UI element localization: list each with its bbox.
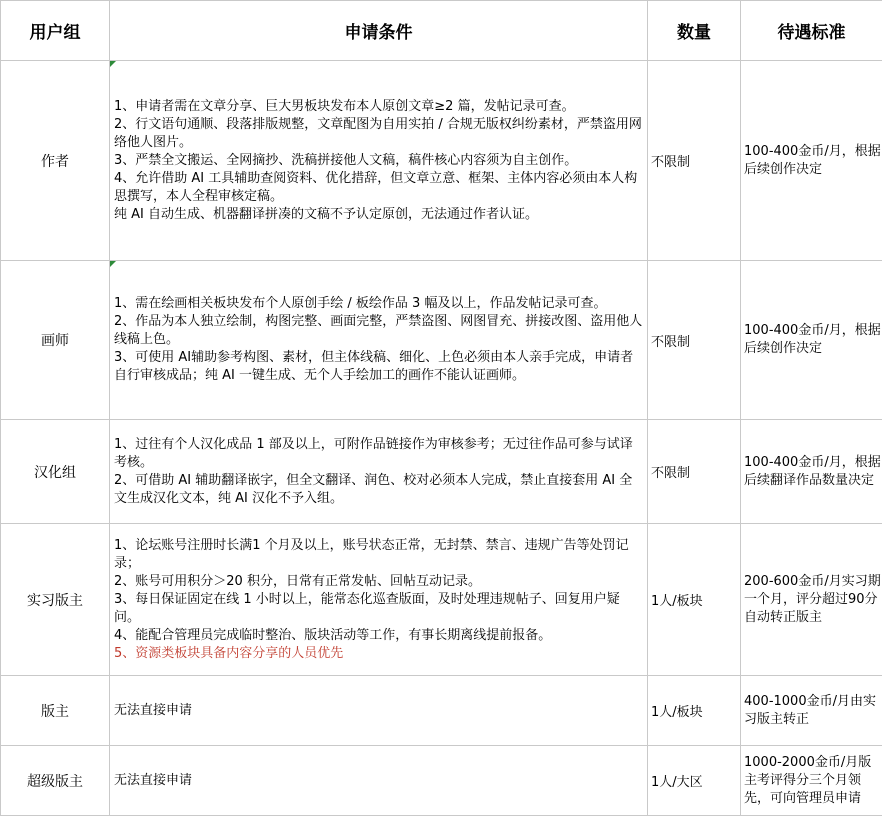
- condition-line: 1、申请者需在文章分享、巨大男板块发布本人原创文章≥2 篇，发帖记录可查。: [114, 98, 575, 114]
- quantity-cell: 不限制: [648, 261, 741, 420]
- conditions-cell: [110, 676, 648, 746]
- condition-line: 3、每日保证固定在线 1 小时以上，能常态化巡查版面，及时处理违规帖子、回复用户疑问。: [114, 591, 620, 625]
- benefit-cell: 100-400金币/月，根据后续翻译作品数量决定: [741, 420, 882, 524]
- benefit-cell: 400-1000金币/月由实习版主转正: [741, 676, 882, 746]
- quantity-cell: 1人/板块: [648, 676, 741, 746]
- quantity-cell: 1人/板块: [648, 524, 741, 676]
- table-row: [1, 524, 882, 676]
- cell-marker: [110, 61, 116, 67]
- benefit-cell: 200-600金币/月实习期一个月，评分超过90分自动转正版主: [741, 524, 882, 676]
- condition-line: 1、过往有个人汉化成品 1 部及以上，可附作品链接作为审核参考；无过往作品可参与试译考核。: [114, 436, 633, 470]
- table-row: [1, 420, 882, 524]
- conditions-cell: [110, 61, 648, 261]
- condition-line: 2、账号可用积分＞20 积分，日常有正常发帖、回帖互动记录。: [114, 573, 481, 589]
- table-row: [1, 746, 882, 816]
- condition-line: 2、行文语句通顺、段落排版规整，文章配图为自用实拍 / 合规无版权纠纷素材，严禁盗用网络他人图片。: [114, 116, 642, 150]
- condition-line: 3、可使用 AI辅助参考构图、素材，但主体线稿、细化、上色必须由本人亲手完成，申请者自行审核成品；纯 AI 一键生成、无个人手绘加工的画作不能认证画师。: [114, 350, 634, 383]
- header-row: [1, 1, 882, 61]
- header-benefit: 待遇标准: [741, 1, 882, 61]
- condition-line: 2、可借助 AI 辅助翻译嵌字，但全文翻译、润色、校对必须本人完成，禁止直接套用 AI 全文生成汉化文本，纯 AI 汉化不予入组。: [114, 472, 633, 506]
- table-row: [1, 676, 882, 746]
- benefit-cell: 1000-2000金币/月版主考评得分三个月领先，可向管理员申请: [741, 746, 882, 816]
- conditions-cell: [110, 524, 648, 676]
- group-cell: 超级版主: [1, 746, 110, 816]
- condition-line: 无法直接申请: [114, 702, 193, 718]
- header-quantity: 数量: [648, 1, 741, 61]
- quantity-cell: 不限制: [648, 420, 741, 524]
- condition-line: 纯 AI 自动生成、机器翻译拼凑的文稿不予认定原创，无法通过作者认证。: [114, 206, 538, 222]
- quantity-cell: 1人/大区: [648, 746, 741, 816]
- cell-marker: [110, 261, 116, 267]
- header-user-group: 用户组: [1, 1, 110, 61]
- group-cell: 版主: [1, 676, 110, 746]
- group-cell: 画师: [1, 261, 110, 420]
- condition-line: 4、能配合管理员完成临时整治、版块活动等工作，有事长期离线提前报备。: [114, 627, 552, 643]
- group-cell: 汉化组: [1, 420, 110, 524]
- quantity-cell: 不限制: [648, 61, 741, 261]
- conditions-cell: [110, 420, 648, 524]
- condition-line: 4、允许借助 AI 工具辅助查阅资料、优化措辞，但文章立意、框架、主体内容必须由本人构思撰写，本人全程审核定稿。: [114, 170, 638, 204]
- benefit-cell: 100-400金币/月，根据后续创作决定: [741, 261, 882, 420]
- header-conditions: 申请条件: [110, 1, 648, 61]
- group-cell: 作者: [1, 61, 110, 261]
- condition-line: 无法直接申请: [114, 772, 193, 788]
- table-row: [1, 261, 882, 420]
- group-cell: 实习版主: [1, 524, 110, 676]
- table-row: [1, 61, 882, 261]
- condition-line: 3、严禁全文搬运、全网摘抄、洗稿拼接他人文稿，稿件核心内容须为自主创作。: [114, 152, 578, 168]
- conditions-cell: [110, 261, 648, 420]
- condition-line: 1、论坛账号注册时长满1 个月及以上，账号状态正常，无封禁、禁言、违规广告等处罚记录；: [114, 537, 629, 571]
- condition-line: 2、作品为本人独立绘制，构图完整、画面完整，严禁盗图、网图冒充、拼接改图、盗用他人线稿上色。: [114, 314, 643, 347]
- condition-line: 1、需在绘画相关板块发布个人原创手绘 / 板绘作品 3 幅及以上，作品发帖记录可查。: [114, 296, 607, 311]
- conditions-cell: [110, 746, 648, 816]
- priority-note: 5、资源类板块具备内容分享的人员优先: [114, 645, 344, 661]
- benefit-cell: 100-400金币/月，根据后续创作决定: [741, 61, 882, 261]
